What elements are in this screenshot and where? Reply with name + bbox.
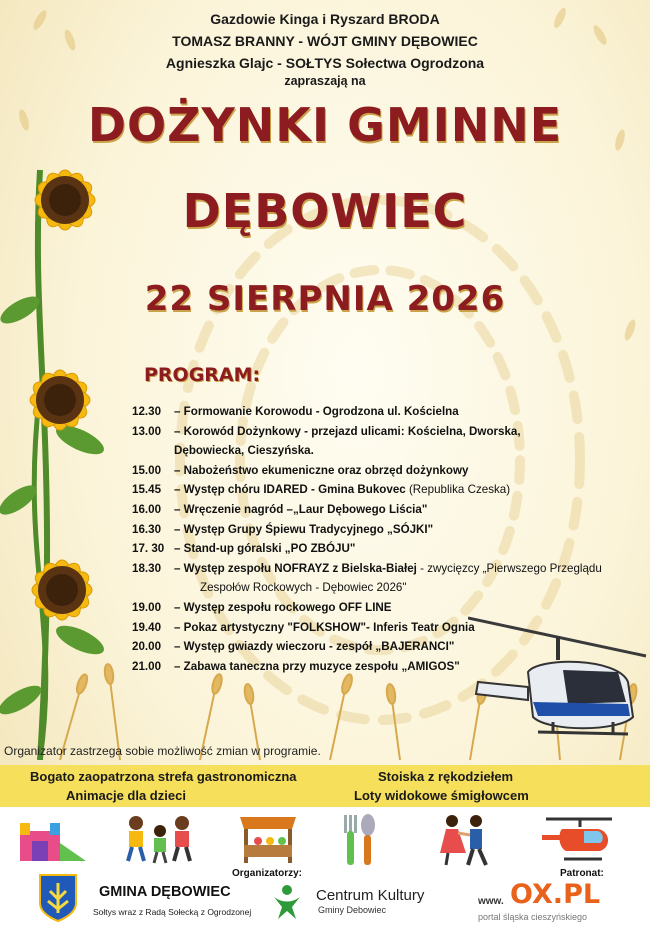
program-time: 16.30	[132, 522, 162, 536]
bouncy-castle-icon	[14, 813, 88, 865]
program-item	[132, 425, 642, 445]
program-text: – Nabożeństwo ekumeniczne oraz obrzęd dożynkowy	[174, 463, 469, 477]
program-item	[132, 523, 642, 543]
program-text: – Występ chóru IDARED - Gmina Bukovec	[174, 483, 406, 497]
program-text: – Zabawa taneczna przy muzyce zespołu „AMIGOS"	[174, 659, 460, 673]
ox-prefix: www.	[478, 896, 504, 907]
market-stall-icon	[236, 813, 300, 865]
attraction-kids: Animacje dla dzieci	[66, 788, 186, 803]
program-time: 19.40	[132, 620, 162, 634]
organizers-label: Organizatorzy:	[232, 868, 303, 879]
program-item	[132, 503, 642, 523]
event-location: DĘBOWIEC	[182, 184, 468, 238]
program-text: – Występ Grupy Śpiewu Tradycyjnego „SÓJKI"	[174, 522, 434, 536]
program-text: – Pokaz artystyczny "FOLKSHOW"- Inferis Teatr Ognia	[174, 620, 475, 634]
program-text: – Wręczenie nagród –„Laur Dębowego Liścia"	[174, 502, 428, 516]
patron-label: Patronat:	[560, 868, 604, 879]
centrum-kultury-subtitle: Gminy Debowiec	[318, 905, 387, 915]
program-text-continued: Zespołów Rockowych - Dębowiec 2026"	[200, 581, 407, 595]
centrum-kultury-name: Centrum Kultury	[316, 887, 425, 904]
dancers-icon	[432, 813, 496, 867]
event-title: DOŻYNKI GMINNE	[87, 98, 563, 152]
program-time: 15.00	[132, 463, 162, 477]
gmina-coat-of-arms-icon	[38, 873, 78, 923]
program-item	[132, 464, 642, 484]
centrum-kultury-logo-icon	[270, 883, 304, 921]
program-text-continued: Dębowiecka, Cieszyńska.	[174, 444, 314, 458]
host-line-3: Agnieszka Glajc - SOŁTYS Sołectwa Ogrodzona	[165, 55, 485, 71]
program-text: – Formowanie Korowodu - Ogrodzona ul. Kościelna	[174, 405, 459, 418]
attractions-icons	[0, 807, 650, 869]
ox-subtitle: portal śląska cieszyńskiego	[478, 912, 588, 922]
gmina-subtitle: Sołtys wraz z Radą Sołecką z Ogrodzonej	[93, 907, 252, 917]
program-text-extra: (Republika Czeska)	[405, 483, 511, 497]
children-icon	[116, 813, 200, 865]
program-time: 16.00	[132, 502, 162, 516]
program-text: – Występ zespołu NOFRAYZ z Bielska-Białej	[174, 561, 417, 575]
program-time: 21.00	[132, 659, 162, 673]
attraction-crafts: Stoiska z rękodziełem	[378, 769, 514, 784]
disclaimer-note: Organizator zastrzega sobie możliwość zmian w programie.	[4, 744, 321, 758]
program-text: – Występ gwiazdy wieczoru - zespół „BAJERANCI"	[174, 640, 455, 654]
helicopter-illustration	[468, 612, 648, 762]
program-text: – Stand-up góralski „PO ZBÓJU"	[174, 542, 356, 556]
program-time: 13.00	[132, 424, 162, 438]
footer	[0, 869, 650, 928]
program-text: – Występ zespołu rockowego OFF LINE	[174, 600, 392, 614]
ox-pl-logo: OX.PL	[510, 879, 601, 910]
invite-line: zapraszają na	[284, 74, 366, 88]
program-text: – Korowód Dożynkowy - przejazd ulicami: Kościelna, Dworska,	[174, 424, 521, 438]
program-time: 20.00	[132, 640, 162, 654]
program-text-extra: - zwycięzcy „Pierwszego Przeglądu	[416, 561, 602, 575]
helicopter-icon	[540, 813, 618, 865]
host-line-1: Gazdowie Kinga i Ryszard BRODA	[210, 11, 440, 27]
program-item	[132, 405, 642, 425]
program-time: 19.00	[132, 600, 162, 614]
program-time: 12.30	[132, 405, 162, 418]
program-item	[132, 562, 642, 582]
program-time: 17. 30	[132, 542, 165, 556]
event-date: 22 SIERPNIA 2026	[144, 279, 506, 319]
cutlery-icon	[338, 813, 378, 867]
host-line-2: TOMASZ BRANNY - WÓJT GMINY DĘBOWIEC	[172, 33, 478, 49]
program-item	[132, 483, 642, 503]
attractions-band	[0, 765, 650, 807]
program-heading: PROGRAM:	[144, 364, 261, 386]
program-time: 18.30	[132, 561, 162, 575]
attraction-flights: Loty widokowe śmigłowcem	[354, 788, 529, 803]
gmina-name: GMINA DĘBOWIEC	[99, 884, 231, 900]
program-time: 15.45	[132, 483, 162, 497]
program-item	[132, 542, 642, 562]
attraction-food: Bogato zaopatrzona strefa gastronomiczna	[30, 769, 297, 784]
